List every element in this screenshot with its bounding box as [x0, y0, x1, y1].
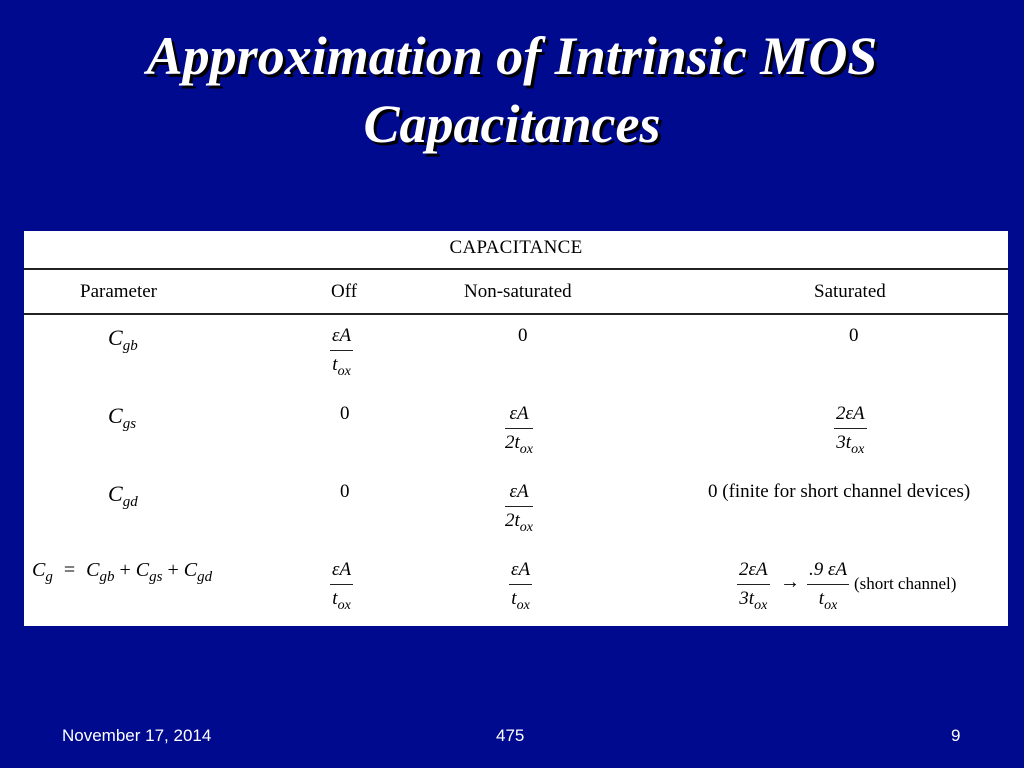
- slide-title-line-2: Capacitances: [363, 94, 661, 154]
- cg-sat-fraction-long: 2εA $3t_{ox}$: [739, 559, 768, 613]
- footer-course: 475: [496, 726, 525, 745]
- capacitance-group-header: CAPACITANCE: [449, 237, 583, 258]
- cg-nonsat-fraction: εA $t_{ox}$: [511, 559, 531, 613]
- column-header-off: Off: [331, 281, 358, 302]
- cg-sat-fraction-short: .9 εA $t_{ox}$: [809, 559, 848, 613]
- cgd-nonsat-fraction: εA $2t_{ox}$: [505, 481, 533, 535]
- cgs-sat-fraction: 2εA $3t_{ox}$: [836, 403, 865, 457]
- cgs-nonsat-fraction: εA $2t_{ox}$: [505, 403, 533, 457]
- cgs-off-value: 0: [340, 403, 350, 424]
- footer-date: November 17, 2014: [62, 726, 212, 745]
- short-channel-arrow-icon: →: [780, 571, 800, 593]
- column-header-non-saturated: Non-saturated: [464, 281, 572, 302]
- capacitance-table: [24, 231, 1008, 626]
- param-cg-sum: $C_g = C_{gb} + C_{gs} + C_{gd}$: [32, 559, 213, 585]
- param-cgs: $C_{gs}$: [108, 403, 137, 432]
- short-channel-note: (short channel): [854, 574, 957, 593]
- param-cgd: $C_{gd}$: [108, 481, 138, 510]
- cg-off-fraction: εA $t_{ox}$: [332, 559, 352, 613]
- cgb-nonsat-value: 0: [518, 325, 528, 346]
- cgb-off-fraction: εA $t_{ox}$: [332, 325, 352, 379]
- footer-page-number: 9: [951, 726, 961, 745]
- slide-title: [0, 22, 1024, 158]
- param-cgb: $C_{gb}$: [108, 325, 138, 354]
- cgd-off-value: 0: [340, 481, 350, 502]
- slide-title-line-1: Approximation of Intrinsic MOS: [146, 26, 878, 86]
- cgb-sat-value: 0: [849, 325, 859, 346]
- column-header-parameter: Parameter: [80, 281, 158, 302]
- cgd-sat-value: 0 (finite for short channel devices): [708, 481, 971, 502]
- column-header-saturated: Saturated: [814, 281, 886, 302]
- table-rule-header: [24, 313, 1008, 315]
- table-rule-top: [24, 268, 1008, 270]
